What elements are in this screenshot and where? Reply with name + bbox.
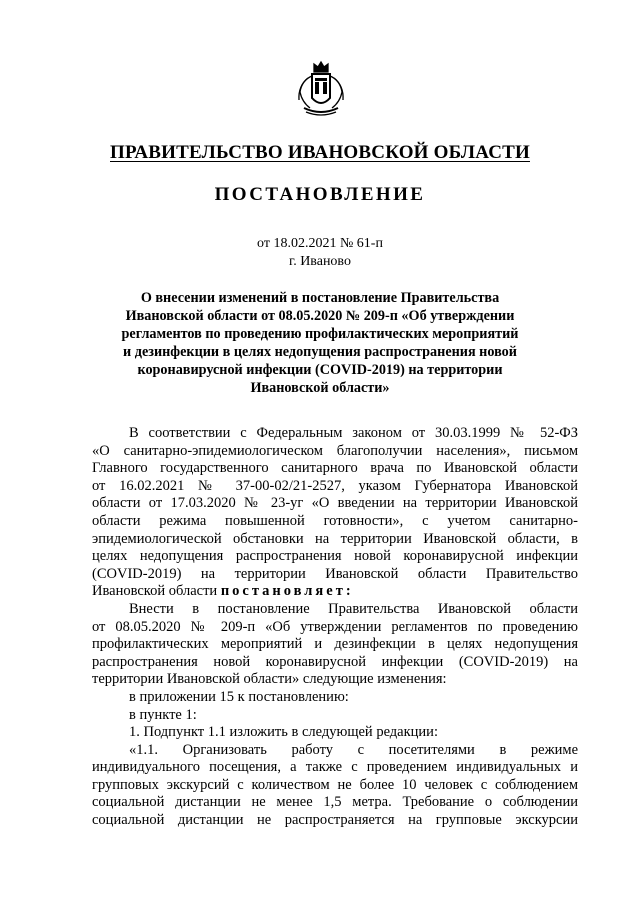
heading-line: Ивановской области от 08.05.2020 № 209-п «Об утверждении — [125, 308, 515, 324]
body-line: в приложении 15 к постановлению: — [129, 688, 349, 705]
body-line: распространения новой коронавирусной инфекции (COVID-2019) на — [92, 653, 578, 670]
body-line: «О санитарно-эпидемиологическом благополучии населения», письмом — [92, 442, 578, 459]
body-line: индивидуального посещения, а также с проведением индивидуальных и — [92, 759, 578, 776]
body-line: территории Ивановской области» следующие изменения: — [92, 671, 447, 688]
document-city: г. Иваново — [289, 254, 351, 269]
body-line: эпидемиологической обстановки на территории Ивановской области, в — [92, 530, 578, 547]
body-line: «1.1. Организовать работу с посетителями в режиме — [129, 741, 578, 758]
coat-of-arms-emblem — [294, 58, 348, 118]
document-date-number: от 18.02.2021 № 61-п — [257, 236, 383, 251]
body-line: профилактических мероприятий и дезинфекции в целях недопущения — [92, 636, 578, 653]
heading-line: регламентов по проведению профилактических мероприятий — [121, 326, 519, 342]
body-line: социальной дистанции не распространяется на групповые экскурсии — [92, 812, 578, 829]
heading-line: О внесении изменений в постановление Правительства — [140, 290, 500, 306]
body-line: Внести в постановление Правительства Ивановской области — [129, 600, 578, 617]
body-line: социальной дистанции не менее 1,5 метра. Требование о соблюдении — [92, 794, 578, 811]
body-line: целях недопущения распространения новой коронавирусной инфекции — [92, 548, 578, 565]
document-heading — [100, 289, 540, 397]
body-line: Главного государственного санитарного врача по Ивановской области — [92, 460, 578, 477]
body-line: области от 17.03.2020 № 23-уг «О введении на территории Ивановской — [92, 495, 578, 512]
government-title: ПРАВИТЕЛЬСТВО ИВАНОВСКОЙ ОБЛАСТИ — [110, 142, 530, 163]
document-body — [92, 425, 578, 830]
body-line: области режима повышенной готовности», с учетом санитарно- — [92, 512, 578, 529]
body-line: от 16.02.2021 № 37-00-02/21-2527, указом Губернатора Ивановской — [92, 477, 578, 494]
body-line: групповых экскурсий с количеством не более 10 человек с соблюдением — [92, 776, 578, 793]
heading-line: коронавирусной инфекции (COVID-2019) на территории — [137, 362, 503, 378]
document-type-title: ПОСТАНОВЛЕНИЕ — [214, 184, 426, 205]
heading-line: и дезинфекции в целях недопущения распространения новой — [123, 344, 517, 360]
body-line: (COVID-2019) на территории Ивановской области Правительство — [92, 565, 578, 582]
body-text: Ивановской области — [92, 583, 218, 600]
body-line: от 08.05.2020 № 209-п «Об утверждении регламентов по проведению — [92, 618, 578, 635]
decree-word: постановляет: — [220, 583, 354, 600]
body-line: 1. Подпункт 1.1 изложить в следующей редакции: — [129, 724, 438, 741]
body-line: в пункте 1: — [129, 706, 197, 723]
body-line — [92, 583, 578, 601]
heading-line: Ивановской области» — [250, 380, 390, 396]
body-line: В соответствии с Федеральным законом от 30.03.1999 № 52-ФЗ — [129, 425, 578, 441]
